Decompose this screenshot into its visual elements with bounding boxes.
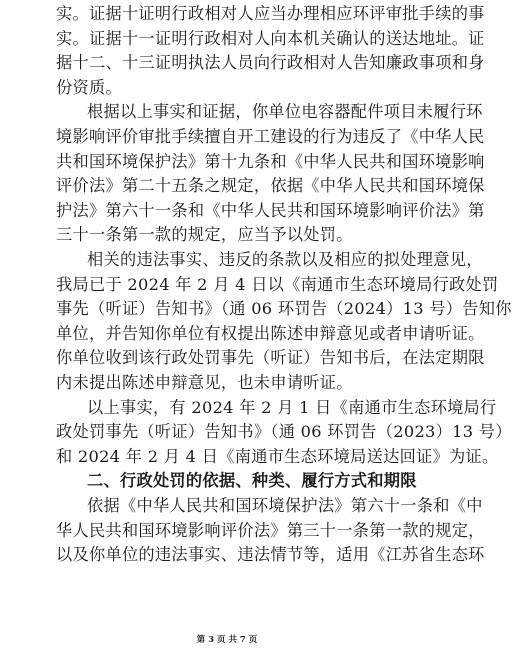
text-line: 以及你单位的违法事实、违法情节等，适用《江苏省生态环	[56, 545, 485, 564]
text-line: 实。证据十一证明行政相对人向本机关确认的送达地址。证	[56, 29, 485, 48]
text-line: 护法》第六十一条和《中华人民共和国环境影响评价法》第	[56, 201, 485, 220]
text-line: 境影响评价审批手续擅自开工建设的行为违反了《中华人民	[56, 127, 485, 146]
text-line: 三十一条第一款的规定，应当予以处罚。	[56, 225, 353, 244]
text-line: 政处罚事先（听证）告知书》（通 06 环罚告（2023）13 号）	[56, 422, 512, 441]
text-line: 单位，并告知你单位有权提出陈述申辩意见或者申请听证。	[56, 324, 485, 343]
text-line: 据十二、十三证明执法人员向行政相对人告知廉政事项和身	[56, 53, 485, 72]
text-line: 实。证据十证明行政相对人应当办理相应环评审批手续的事	[56, 4, 485, 23]
text-line: 相关的违法事实、违反的条款以及相应的拟处理意见，	[87, 250, 483, 269]
text-line: 内未提出陈述申辩意见，也未申请听证。	[56, 373, 353, 392]
text-line: 依据《中华人民共和国环境保护法》第六十一条和《中	[87, 496, 483, 515]
text-line: 份资质。	[56, 78, 122, 97]
text-line: 事先（听证）告知书》（通 06 环罚告（2024）13 号）告知你	[56, 299, 512, 318]
text-line: 根据以上事实和证据，你单位电容器配件项目未履行环	[87, 102, 483, 121]
text-line: 共和国环境保护法》第十九条和《中华人民共和国环境影响	[56, 152, 485, 171]
section-heading-text: 二、行政处罚的依据、种类、履行方式和期限	[87, 471, 417, 490]
text-line: 和 2024 年 2 月 4 日《南通市生态环境局送达回证》为证。	[56, 447, 499, 466]
text-line: 你单位收到该行政处罚事先（听证）告知书后，在法定期限	[56, 348, 485, 367]
text-line: 以上事实，有 2024 年 2 月 1 日《南通市生态环境局行	[87, 398, 497, 417]
page-number: 第 3 页 共 7 页	[196, 635, 258, 645]
text-line: 我局已于 2024 年 2 月 4 日以《南通市生态环境局行政处罚	[56, 275, 499, 294]
text-line: 华人民共和国环境影响评价法》第三十一条第一款的规定，	[56, 521, 485, 540]
text-line: 评价法》第二十五条之规定，依据《中华人民共和国环境保	[56, 176, 485, 195]
